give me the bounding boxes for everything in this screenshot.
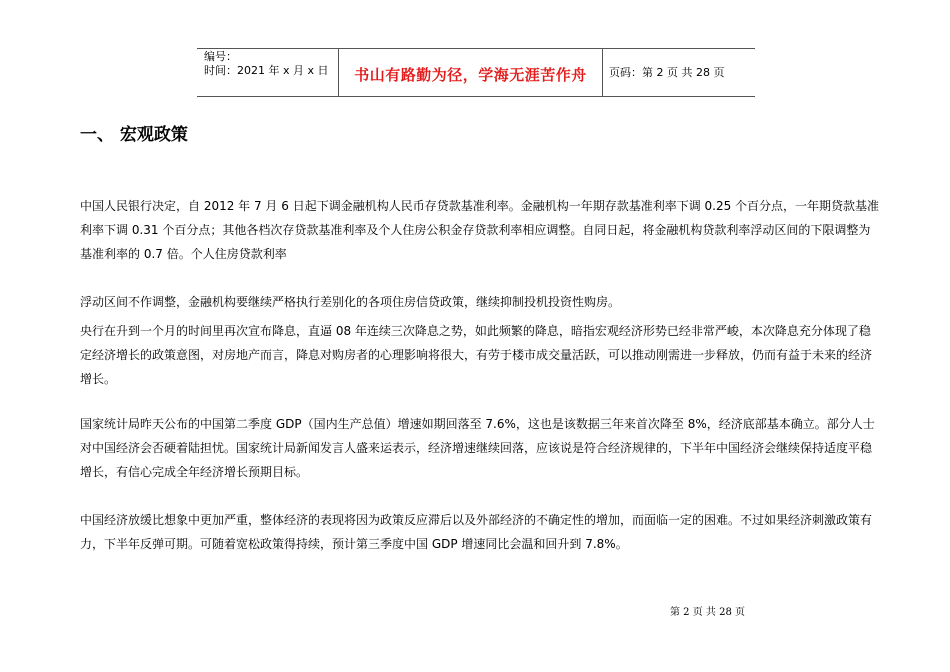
page-label: 页码：第 2 页 共 28 页	[609, 66, 725, 79]
section-heading: 一、 宏观政策	[80, 125, 188, 145]
paragraph-3: 央行在升到一个月的时间里再次宣布降息，直逼 08 年连续三次降息之势，如此频繁的降息，暗指宏观经济形势已经非常严峻，本次降息充分体现了稳定经济增长的政策意图，对房地产而言，降息对购房者的心理影响将很大，有劳于楼市成交量活跃，可以推动刚需进一步释放，仍而有益于未来的经济增长。	[80, 324, 873, 386]
paragraph-1: 中国人民银行决定，自 2012 年 7 月 6 日起下调金融机构人民币存贷款基准利率。金融机构一年期存款基准利率下调 0.25 个百分点，一年期贷款基准利率下调 0.31 个百分点；其他各档次存贷款基准利率及个人住房公积金存贷款利率相应调整。自同日起，将金融机构贷款利率浮动区间的下限调整为基准利率的 0.7 倍。个人住房贷款利率	[80, 199, 880, 261]
time-label: 时间：2021 年 x 月 x 日	[204, 64, 329, 77]
motto: 书山有路勤为径，学海无涯苦作舟	[354, 66, 587, 84]
header-divider-right	[602, 48, 603, 97]
page-footer: 第 2 页 共 28 页	[670, 607, 745, 618]
serial-label: 编号：	[204, 50, 237, 63]
header-bottom-rule	[197, 96, 755, 97]
header-top-rule	[197, 48, 755, 49]
paragraph-2: 浮动区间不作调整，金融机构要继续严格执行差别化的各项住房信贷政策，继续抑制投机投资性购房。	[80, 295, 621, 309]
paragraph-5: 中国经济放缓比想象中更加严重，整体经济的表现将因为政策反应滞后以及外部经济的不确定性的增加，而面临一定的困难。不过如果经济刺激政策有力，下半年反弹可期。可随着宽松政策得持续，预计第三季度中国 GDP 增速同比会温和回升到 7.8%。	[80, 513, 873, 551]
paragraph-4: 国家统计局昨天公布的中国第二季度 GDP（国内生产总值）增速如期回落至 7.6%，这也是该数据三年来首次降至 8%，经济底部基本确立。部分人士对中国经济会否硬着陆担忧。国家统计局新闻发言人盛来运表示，经济增速继续回落，应该说是符合经济规律的，下半年中国经济会继续保持适度平稳增长，有信心完成全年经济增长预期目标。	[80, 417, 875, 479]
